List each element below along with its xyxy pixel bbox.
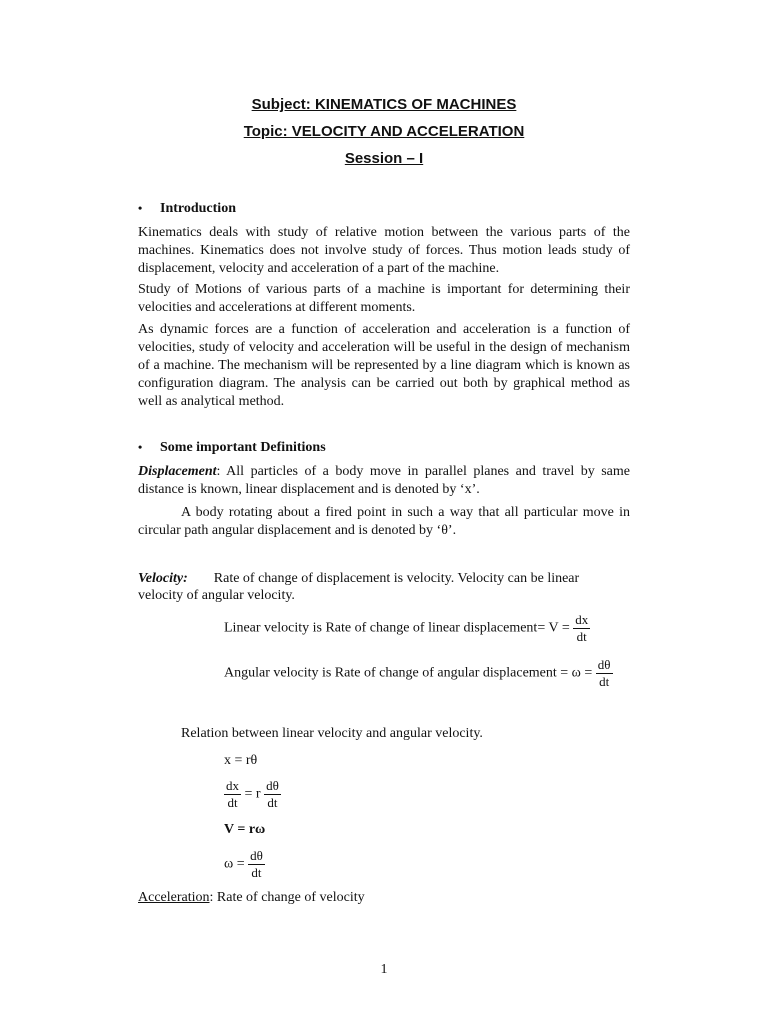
angular-velocity-text: Angular velocity is Rate of change of angular displacement = ω = bbox=[224, 665, 593, 681]
omega-fraction bbox=[248, 848, 265, 881]
angular-displacement-definition: A body rotating about a fired point in such a way that all particular move in circular path angular displacement and is denoted by ‘θ’. bbox=[138, 505, 630, 538]
velocity-text-line-2: velocity of angular velocity. bbox=[138, 588, 295, 603]
fraction-denominator: dt bbox=[227, 795, 238, 810]
definitions-heading bbox=[138, 440, 326, 456]
relation-heading: Relation between linear velocity and angular velocity. bbox=[181, 726, 483, 741]
fraction-numerator: dx bbox=[226, 778, 239, 793]
velocity-text: Rate of change of displacement is velocity. Velocity can be linear bbox=[213, 571, 580, 586]
equation-dx-dt bbox=[224, 778, 281, 811]
fraction-denominator: dt bbox=[599, 674, 610, 689]
definitions-title: Some important Definitions bbox=[160, 440, 326, 455]
session-heading: Session – I bbox=[344, 150, 424, 167]
fraction-denominator: dt bbox=[267, 795, 278, 810]
page-number: 1 bbox=[380, 962, 388, 977]
angular-velocity-equation bbox=[224, 657, 613, 690]
velocity-definition-line-1 bbox=[138, 570, 579, 588]
introduction-title: Introduction bbox=[160, 201, 236, 216]
topic-heading: Topic: VELOCITY AND ACCELERATION bbox=[243, 123, 525, 140]
fraction-denominator: dt bbox=[251, 865, 262, 880]
equation-middle: = r bbox=[244, 786, 261, 802]
intro-paragraph-1: Kinematics deals with study of relative motion between the various parts of the machines. Kinematics does not involve study of forces. Thus motion leads study of displacement, velocity and acceleration of a part of the machine. bbox=[138, 225, 630, 276]
fraction-numerator: dx bbox=[575, 612, 589, 627]
subject-heading: Subject: KINEMATICS OF MACHINES bbox=[251, 96, 517, 113]
linear-velocity-equation bbox=[224, 612, 590, 645]
displacement-text: : All particles of a body move in parallel planes and travel by same distance is known, linear displacement and is denoted by ‘x’. bbox=[138, 464, 630, 497]
velocity-term: Velocity: bbox=[138, 571, 188, 586]
intro-paragraph-3: As dynamic forces are a function of acceleration and acceleration is a function of velocities, study of velocity and acceleration will be useful in the design of mechanism of a machine. The mechanism will be represented by a line diagram which is known as configuration diagram. The analysis can be carried out both by graphical method as well as analytical method. bbox=[138, 322, 630, 409]
acceleration-text: : Rate of change of velocity bbox=[209, 890, 365, 905]
intro-paragraph-2: Study of Motions of various parts of a machine is important for determining their velocities and accelerations at different moments. bbox=[138, 282, 630, 315]
displacement-definition bbox=[138, 463, 630, 499]
acceleration-term: Acceleration bbox=[138, 890, 210, 905]
linear-velocity-text: Linear velocity is Rate of change of linear displacement= V = bbox=[224, 620, 570, 636]
dx-dt-fraction bbox=[224, 778, 241, 811]
fraction-numerator: dθ bbox=[266, 778, 279, 793]
linear-velocity-fraction bbox=[573, 612, 590, 645]
equation-x-r-theta: x = rθ bbox=[224, 753, 258, 768]
fraction-numerator: dθ bbox=[597, 657, 611, 672]
dtheta-dt-fraction bbox=[264, 778, 281, 811]
angular-velocity-fraction bbox=[596, 657, 613, 690]
displacement-term: Displacement bbox=[138, 464, 217, 479]
fraction-denominator: dt bbox=[576, 629, 587, 644]
bullet-icon: • bbox=[138, 201, 143, 215]
equation-v-r-omega: V = rω bbox=[224, 822, 266, 837]
omega-left: ω = bbox=[224, 856, 245, 872]
bullet-icon: • bbox=[138, 440, 143, 454]
fraction-numerator: dθ bbox=[250, 848, 263, 863]
introduction-heading bbox=[138, 201, 236, 217]
equation-omega bbox=[224, 848, 265, 881]
acceleration-definition bbox=[138, 889, 365, 907]
